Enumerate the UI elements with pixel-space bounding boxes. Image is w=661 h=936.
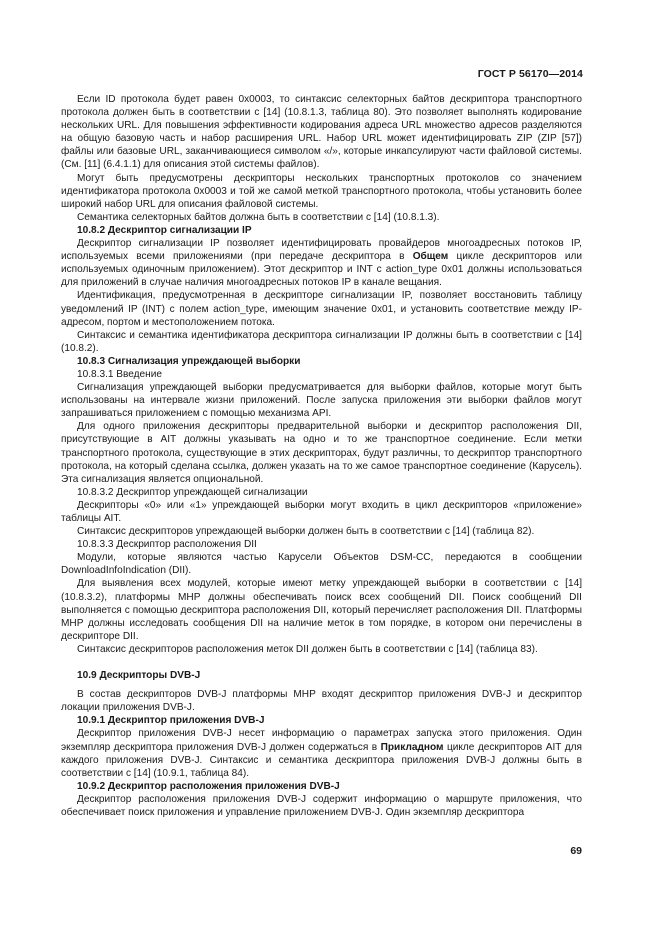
section-heading-10-9-1: 10.9.1 Дескриптор приложения DVB-J [77, 715, 265, 727]
paragraph: Модули, которые являются частью Карусели Объектов DSM-CC, передаются в сообщении DownloadInfoIndication (DII). [61, 552, 582, 577]
text-run: цикле дескрипторов AIT для каждого приложения DVB-J. Синтаксис и семантика дескриптора приложения DVB-J должны быть в соответствии с [14] (10.9.1, таблица 84). [61, 741, 582, 779]
page-number: 69 [570, 845, 582, 857]
text-run: цикле дескрипторов или используемых одиночным приложением). Этот дескриптор и INT с action_type 0x01 должны использоваться для приложений в случае наличия многоадресных потоков IP в канале вещания. [61, 251, 582, 289]
paragraph: В состав дескрипторов DVB-J платформы МНР входят дескриптор приложения DVB-J и дескриптор локации приложения DVB-J. [61, 689, 582, 714]
paragraph: Дескриптор расположения приложения DVB-J содержит информацию о маршруте приложения, что обеспечивает поиск приложения и управление приложением DVB-J. Один экземпляр дескриптора [61, 793, 582, 818]
subsection-heading: 10.8.3.1 Введение [77, 368, 162, 380]
section-heading-10-9: 10.9 Дескрипторы DVB-J [77, 670, 201, 682]
paragraph: Могут быть предусмотрены дескрипторы нескольких транспортных протоколов со значением идентификатора протокола 0x0003 и той же самой меткой транспортного протокола, чтобы установить более широкий набор URL для описания файловой системы. [61, 172, 582, 210]
paragraph: Семантика селекторных байтов должна быть в соответствии с [14] (10.8.1.3). [77, 211, 440, 223]
paragraph: Дескрипторы «0» или «1» упреждающей выборки могут входить в цикл дескрипторов «приложение» таблицы AIT. [61, 499, 582, 524]
paragraph: Для выявления всех модулей, которые имеют метку упреждающей выборки в соответствии с [14] (10.8.3.2), платформы МНР должны обеспечивать поиск всех сообщений DII. Поиск сообщений DII выполняется с помощью дескриптора расположения DII, который перечисляет расположения DII. Платформы МНР должны исследовать сообщения DII на наличие меток в том порядке, в котором они перечислены в дескрипторе DII. [61, 578, 582, 642]
document-body [61, 93, 582, 819]
paragraph: Для одного приложения дескрипторы предварительной выборки и дескриптор расположения DII, присутствующие в AIT должны указывать на одно и то же транспортное соединение. Если метки транспортного протокола, существующие в этих дескрипторах, будут различны, то дескриптор транспортного протокола, на который сделана ссылка, должен указать на то же самое транспортное соединение (Карусель). Эта сигнализация является опциональной. [61, 421, 582, 485]
standard-header: ГОСТ Р 56170—2014 [477, 68, 583, 80]
section-heading-10-8-2: 10.8.2 Дескриптор сигнализации IP [77, 224, 252, 236]
bold-term: Общем [412, 251, 449, 263]
text-run: Дескриптор сигнализации IP позволяет идентифицировать провайдеров многоадресных потоков IP, используемых всеми приложениями (при передаче дескриптора в [61, 238, 582, 263]
section-heading-10-8-3: 10.8.3 Сигнализация упреждающей выборки [77, 355, 301, 367]
paragraph: Сигнализация упреждающей выборки предусматривается для выборки файлов, которые могут быть использованы на интервале жизни приложений. После запуска приложения эти выборки файлов могут запрашиваться приложением с помощью механизма API. [61, 382, 582, 420]
paragraph: Синтаксис дескрипторов упреждающей выборки должен быть в соответствии с [14] (таблица 82). [77, 526, 535, 538]
paragraph: Синтаксис дескрипторов расположения меток DII должен быть в соответствии с [14] (таблица 83). [77, 643, 538, 655]
paragraph [61, 727, 582, 779]
subsection-heading: 10.8.3.3 Дескриптор расположения DII [77, 539, 257, 551]
bold-term: Прикладном [380, 741, 444, 753]
paragraph: Идентификация, предусмотренная в дескрипторе сигнализации IP, позволяет восстановить таблицу уведомлений IP (INT) с полем action_type, имеющим значение 0x01, и установить соответствие между IP-адресом, портом и местоположением потока. [61, 290, 582, 328]
section-heading-10-9-2: 10.9.2 Дескриптор расположения приложения DVB-J [77, 780, 340, 792]
text-run: Дескриптор приложения DVB-J несет информацию о параметрах запуска этого приложения. Один экземпляр дескриптора приложения DVB-J должен содержаться в [61, 728, 582, 753]
paragraph: Если ID протокола будет равен 0x0003, то синтаксис селекторных байтов дескриптора транспортного протокола должен быть в соответствии с [14] (10.8.1.3, таблица 80). Это позволяет выполнять кодирование нескольких URL. Для повышения эффективности кодирования адреса URL множество адресов разделяются на общую базовую часть и набор расширения URL. Набор URL может идентифицировать ZIP (ZIP [57]) файлы или базовые URL, заканчивающиеся символом «/», которые инкапсулируют части файловой системы. (См. [11] (6.4.1.1) для описания этой системы файлов). [61, 94, 582, 171]
paragraph [61, 237, 582, 289]
subsection-heading: 10.8.3.2 Дескриптор упреждающей сигнализации [77, 486, 308, 498]
paragraph: Синтаксис и семантика идентификатора дескриптора сигнализации IP должны быть в соответствии с [14] (10.8.2). [61, 329, 582, 354]
